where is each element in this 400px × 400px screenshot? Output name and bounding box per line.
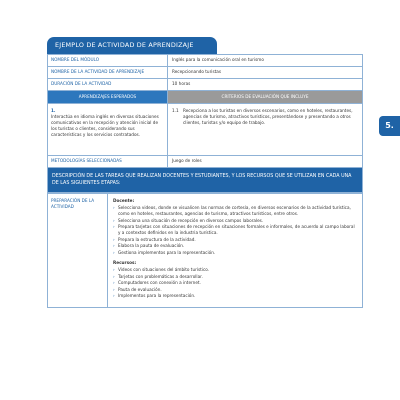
- recurso-item: [113, 280, 357, 286]
- docente-item: [113, 250, 357, 256]
- bullet-icon: ›: [113, 280, 115, 286]
- info-table: [47, 54, 363, 193]
- bullet-icon: ›: [113, 273, 115, 279]
- recurso-item-text: Videos con situaciones del ámbito turístico.: [118, 266, 210, 272]
- docente-item: [113, 224, 357, 236]
- activity-value: Recepcionando turistas: [168, 67, 363, 79]
- description-banner: DESCRIPCIÓN DE LAS TAREAS QUE REALIZAN DOCENTES Y ESTUDIANTES, Y LOS RECURSOS QUE SE UTILIZAN EN CADA UNA DE LAS SIGUIENTES ETAPAS:: [48, 168, 363, 193]
- docente-item: [113, 243, 357, 249]
- bullet-icon: ›: [113, 266, 115, 272]
- activity-document: [47, 37, 363, 308]
- methodology-row: [48, 156, 363, 168]
- criterio-item: [172, 108, 358, 126]
- docente-item-text: Selecciona una situación de recepción en diversos campos laborales.: [118, 217, 264, 223]
- bullet-icon: ›: [113, 249, 115, 255]
- docente-item-text: Selecciona videos, donde se visualicen las normas de cortesía, en diversos escenarios de la actividad turística, como en hoteles, restaurantes, agencias de turismo, atractivos turísticos, entre otros.: [118, 205, 351, 216]
- preparation-label: PREPARACIÓN DE LA ACTIVIDAD: [48, 194, 108, 308]
- criterio-text: Recepciona a los turistas en diversos escenarios, como en hoteles, restaurantes, agencias de turismo, atractivos turísticos, presentándose y presentando a otros clientes, turistas y/o equipo de trabajo.: [183, 108, 353, 125]
- docente-list: [113, 205, 357, 256]
- module-value: Inglés para la comunicación oral en turismo: [168, 55, 363, 67]
- preparation-row: [48, 194, 363, 308]
- module-label: NOMBRE DEL MÓDULO: [48, 55, 168, 67]
- docente-heading: Docente:: [113, 198, 135, 203]
- duration-label: DURACIÓN DE LA ACTIVIDAD: [48, 79, 168, 91]
- recurso-item: [113, 287, 357, 293]
- recurso-item: [113, 293, 357, 299]
- preparation-content: [108, 194, 363, 308]
- recurso-item: [113, 274, 357, 280]
- info-row-activity: [48, 67, 363, 79]
- description-banner-row: [48, 168, 363, 193]
- criterios-list: [172, 108, 358, 126]
- recurso-item-text: Pauta de evaluación.: [118, 286, 162, 292]
- document-title: EJEMPLO DE ACTIVIDAD DE APRENDIZAJE: [47, 37, 217, 54]
- info-row-duration: [48, 79, 363, 91]
- aprendizaje-text: Interactúa en idioma inglés en diversas situaciones comunicativas en la recepción y atención inicial de los turistas o clientes, considerando sus características y los servicios contratados.: [51, 114, 159, 137]
- bullet-icon: ›: [113, 293, 115, 299]
- bullet-icon: ›: [113, 236, 115, 242]
- recurso-item-text: Tarjetas con problemáticas a desarrollar.: [118, 273, 203, 279]
- aprendizaje-cell: [48, 104, 168, 156]
- methodology-value: Juego de roles: [168, 156, 363, 168]
- docente-item-text: Elabora la pauta de evaluación.: [118, 243, 185, 249]
- chapter-tab: 5.: [379, 116, 400, 136]
- columns-header-row: [48, 91, 363, 104]
- aprendizaje-number: 1.: [51, 108, 56, 113]
- recursos-heading: Recursos:: [113, 259, 137, 265]
- methodology-label: METODOLOGÍAS SELECCIONADAS: [48, 156, 168, 168]
- criterios-header: CRITERIOS DE EVALUACIÓN QUE INCLUYE: [168, 91, 363, 104]
- preparation-table: [47, 193, 363, 308]
- bullet-icon: ›: [113, 243, 115, 249]
- bullet-icon: ›: [113, 205, 115, 210]
- criterio-number: 1.1: [172, 108, 179, 113]
- recurso-item: [113, 267, 357, 273]
- duration-value: 10 horas: [168, 79, 363, 91]
- docente-item-text: Gestiona implementos para la representación.: [118, 249, 216, 255]
- recursos-list: [113, 267, 357, 299]
- aprendizajes-header: APRENDIZAJES ESPERADOS: [48, 91, 168, 104]
- recurso-item-text: Computadores con conexión a internet.: [118, 280, 201, 286]
- criterios-cell: [168, 104, 363, 156]
- activity-label: NOMBRE DE LA ACTIVIDAD DE APRENDIZAJE: [48, 67, 168, 79]
- docente-item: [113, 205, 357, 217]
- docente-item-text: Prepara la estructura de la actividad.: [118, 236, 196, 242]
- recurso-item-text: Implementos para la representación.: [118, 293, 196, 299]
- docente-item: [113, 237, 357, 243]
- info-row-module: [48, 55, 363, 67]
- bullet-icon: ›: [113, 286, 115, 292]
- bullet-icon: ›: [113, 217, 115, 223]
- docente-item-text: Prepara tarjetas con situaciones de recepción en situaciones formales e informales, de acuerdo al campo laboral y a contextos definidos en la industria turística.: [118, 224, 355, 236]
- docente-item: [113, 218, 357, 224]
- learning-row: [48, 104, 363, 156]
- bullet-icon: ›: [113, 224, 115, 230]
